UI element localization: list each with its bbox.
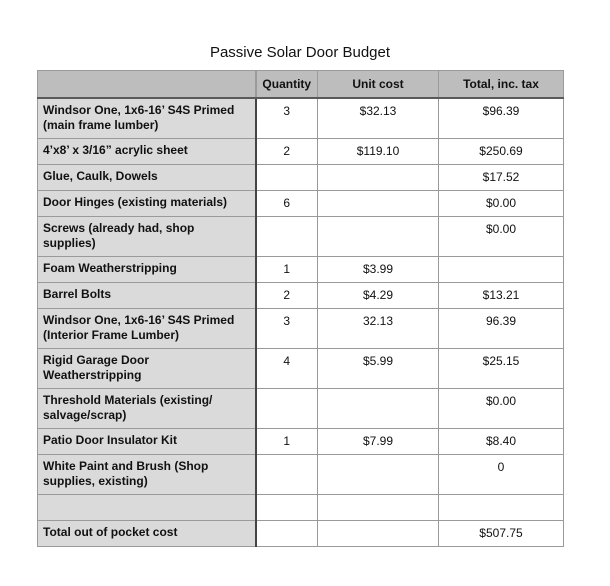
- table-row: [38, 257, 564, 283]
- quantity-cell[interactable]: 1: [256, 429, 318, 455]
- item-cell[interactable]: Threshold Materials (existing/ salvage/scrap): [38, 389, 256, 429]
- unit-cost-cell[interactable]: [318, 191, 439, 217]
- total-cell[interactable]: [439, 257, 564, 283]
- unit-cost-cell[interactable]: $7.99: [318, 429, 439, 455]
- unit-cost-cell[interactable]: [318, 521, 439, 547]
- quantity-cell[interactable]: [256, 495, 318, 521]
- quantity-cell[interactable]: 3: [256, 98, 318, 139]
- quantity-cell[interactable]: [256, 165, 318, 191]
- total-cell[interactable]: $13.21: [439, 283, 564, 309]
- quantity-cell[interactable]: [256, 455, 318, 495]
- budget-table: [37, 70, 564, 547]
- item-cell[interactable]: [38, 495, 256, 521]
- quantity-cell[interactable]: 2: [256, 139, 318, 165]
- item-cell[interactable]: Windsor One, 1x6-16’ S4S Primed (main frame lumber): [38, 98, 256, 139]
- unit-cost-cell[interactable]: $4.29: [318, 283, 439, 309]
- quantity-cell[interactable]: [256, 389, 318, 429]
- quantity-cell[interactable]: 6: [256, 191, 318, 217]
- quantity-cell[interactable]: [256, 521, 318, 547]
- item-cell[interactable]: Foam Weatherstripping: [38, 257, 256, 283]
- unit-cost-cell[interactable]: $5.99: [318, 349, 439, 389]
- header-total: Total, inc. tax: [439, 71, 564, 99]
- table-row: [38, 139, 564, 165]
- unit-cost-cell[interactable]: [318, 495, 439, 521]
- item-cell[interactable]: Barrel Bolts: [38, 283, 256, 309]
- item-cell[interactable]: Patio Door Insulator Kit: [38, 429, 256, 455]
- item-cell[interactable]: Screws (already had, shop supplies): [38, 217, 256, 257]
- header-unit-cost: Unit cost: [318, 71, 439, 99]
- table-row: [38, 309, 564, 349]
- unit-cost-cell[interactable]: $3.99: [318, 257, 439, 283]
- total-cell[interactable]: $0.00: [439, 389, 564, 429]
- header-item: [38, 71, 256, 99]
- total-cell[interactable]: $17.52: [439, 165, 564, 191]
- unit-cost-cell[interactable]: 32.13: [318, 309, 439, 349]
- total-cell[interactable]: $0.00: [439, 217, 564, 257]
- total-row: [38, 521, 564, 547]
- total-label-cell[interactable]: Total out of pocket cost: [38, 521, 256, 547]
- unit-cost-cell[interactable]: [318, 217, 439, 257]
- quantity-cell[interactable]: 4: [256, 349, 318, 389]
- unit-cost-cell[interactable]: $32.13: [318, 98, 439, 139]
- unit-cost-cell[interactable]: [318, 165, 439, 191]
- item-cell[interactable]: 4’x8’ x 3/16” acrylic sheet: [38, 139, 256, 165]
- table-row: [38, 283, 564, 309]
- header-quantity: Quantity: [256, 71, 318, 99]
- table-row: [38, 455, 564, 495]
- item-cell[interactable]: Rigid Garage Door Weatherstripping: [38, 349, 256, 389]
- item-cell[interactable]: White Paint and Brush (Shop supplies, existing): [38, 455, 256, 495]
- table-row: [38, 217, 564, 257]
- total-cell[interactable]: 0: [439, 455, 564, 495]
- quantity-cell[interactable]: [256, 217, 318, 257]
- total-cell[interactable]: [439, 495, 564, 521]
- item-cell[interactable]: Windsor One, 1x6-16’ S4S Primed (Interior Frame Lumber): [38, 309, 256, 349]
- table-row: [38, 165, 564, 191]
- total-cell[interactable]: $0.00: [439, 191, 564, 217]
- total-cell[interactable]: $250.69: [439, 139, 564, 165]
- item-cell[interactable]: Door Hinges (existing materials): [38, 191, 256, 217]
- total-cell[interactable]: $25.15: [439, 349, 564, 389]
- quantity-cell[interactable]: 3: [256, 309, 318, 349]
- table-row: [38, 191, 564, 217]
- table-row: [38, 429, 564, 455]
- table-row: [38, 98, 564, 139]
- page-title: Passive Solar Door Budget: [209, 44, 391, 61]
- table-row-empty: [38, 495, 564, 521]
- total-cell[interactable]: $8.40: [439, 429, 564, 455]
- quantity-cell[interactable]: 1: [256, 257, 318, 283]
- total-cell[interactable]: 96.39: [439, 309, 564, 349]
- total-cell[interactable]: $96.39: [439, 98, 564, 139]
- quantity-cell[interactable]: 2: [256, 283, 318, 309]
- header-row: [38, 71, 564, 99]
- item-cell[interactable]: Glue, Caulk, Dowels: [38, 165, 256, 191]
- unit-cost-cell[interactable]: $119.10: [318, 139, 439, 165]
- table-row: [38, 389, 564, 429]
- grand-total-cell[interactable]: $507.75: [439, 521, 564, 547]
- table-row: [38, 349, 564, 389]
- unit-cost-cell[interactable]: [318, 455, 439, 495]
- unit-cost-cell[interactable]: [318, 389, 439, 429]
